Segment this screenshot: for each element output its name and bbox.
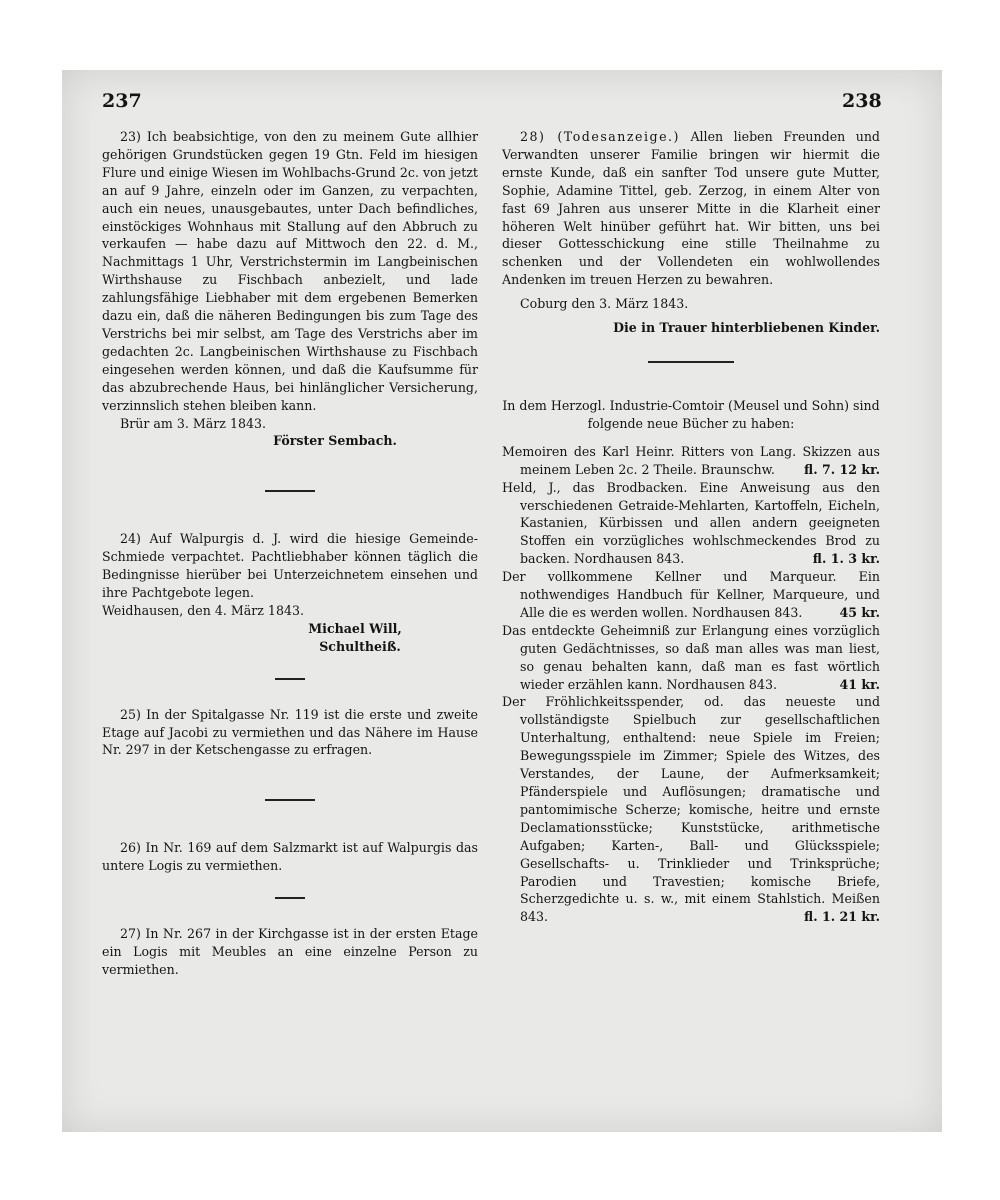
book-text: Der vollkommene Kellner und Marqueur. Ein nothwendiges Handbuch für Kellner, Marqueure, und Alle die es werden wollen. Nordhausen 843.: [502, 569, 880, 620]
ad-24-place-date: Weidhausen, den 4. März 1843.: [102, 602, 304, 618]
book-price: fl. 1. 21 kr.: [804, 909, 880, 925]
ad-27-text: 27) In Nr. 267 in der Kirchgasse ist in der ersten Etage ein Logis mit Meubles an eine einzelne Person zu vermiethen.: [102, 926, 478, 977]
book-entry: [502, 622, 880, 694]
book-text: Der Fröhlichkeitsspender, od. das neueste und vollständigste Spielbuch zur gesellschaftlichen Unterhaltung, enthaltend: neue Spiele im Freien; Bewegungsspiele im Zimmer; Spiele des Witzes, des Verstandes, der Laune, der Aufmerksamkeit; Pfänderspiele und Auflösungen; dramatische und pantomimische Scherze; komische, heitre und ernste Declamationsstücke; Kunststücke, arithmetische Aufgaben; Karten-, Ball- und Glücksspiele; Gesellschafts- u. Trinklieder und Trinksprüche; Parodien und Travestien; komische Briefe, Scherzgedichte u. s. w., mit einem Stahlstich. Meißen 843.: [502, 694, 880, 925]
ad-28-lead: 28) (Todesanzeige.): [520, 129, 680, 144]
book-entry: [502, 443, 880, 479]
page-number-right: 238: [842, 90, 882, 112]
divider: [648, 361, 734, 363]
ad-28-signature: Die in Trauer hinterbliebenen Kinder.: [613, 320, 880, 336]
book-text: Das entdeckte Geheimniß zur Erlangung eines vorzüglich guten Gedächtnisses, so daß man alles was man liest, so genau behalten kann, daß man es fast wörtlich wieder erzählen kann. Nordhausen 843.: [502, 622, 880, 692]
right-column: [502, 128, 880, 926]
left-column: [102, 128, 478, 979]
ad-23-signature: Förster Sembach.: [273, 433, 397, 449]
book-entry: [502, 568, 880, 622]
ad-28-place-date: Coburg den 3. März 1843.: [520, 296, 689, 312]
book-text: Memoiren des Karl Heinr. Ritters von Lang. Skizzen aus meinem Leben 2c. 2 Theile. Braunschw.: [502, 443, 880, 477]
divider: [275, 678, 305, 680]
divider: [275, 897, 305, 899]
ad-24-signature-name: Michael Will,: [308, 620, 402, 636]
ad-24-signature-title: Schultheiß.: [319, 638, 401, 654]
ad-23-text: 23) Ich beabsichtige, von den zu meinem Gute allhier gehörigen Grundstücken gegen 19 Gtn. Feld im hiesigen Flure und einige Wiesen im Wohlbachs-Grund 2c. von jetzt an auf 9 Jahre, einzeln oder im Ganzen, zu verpachten, auch ein neues, unausgebautes, unter Dach befindliches, einstöckiges Wohnhaus mit Stallung auf den Abbruch zu verkaufen — habe dazu auf Mittwoch den 22. d. M., Nachmittags 1 Uhr, Verstrichstermin im Langbeinischen Wirthshause zu Fischbach anbezielt, und lade zahlungsfähige Liebhaber mit dem ergebenen Bemerken dazu ein, daß die näheren Bedingungen bis zum Tage des Verstrichs bei mir selbst, am Tage des Verstrichs aber im gedachten 2c. Langbeinischen Wirthshause zu Fischbach eingesehen werden können, und daß die Kaufsumme für das abzubrechende Haus, bei hinlänglicher Versicherung, verzinnslich stehen bleiben kann.: [102, 129, 478, 413]
page-number-left: 237: [102, 90, 142, 112]
book-price: 45 kr.: [839, 604, 880, 620]
ad-28-text: [502, 128, 880, 289]
book-entry: [502, 479, 880, 569]
ad-24-text: 24) Auf Walpurgis d. J. wird die hiesige Gemeinde-Schmiede verpachtet. Pachtliebhaber können täglich die Bedingnisse hierüber bei Unterzeichnetem einsehen und ihre Pachtgebote legen.: [102, 531, 478, 601]
book-entry: [502, 693, 880, 926]
ad-25-text: 25) In der Spitalgasse Nr. 119 ist die erste und zweite Etage auf Jacobi zu vermiethen und das Nähere im Hause Nr. 297 in der Ketschengasse zu erfragen.: [102, 706, 478, 758]
book-price: fl. 1. 3 kr.: [812, 551, 880, 567]
bookshop-heading: In dem Herzogl. Industrie-Comtoir (Meusel und Sohn) sind folgende neue Bücher zu haben:: [502, 397, 880, 431]
book-price: fl. 7. 12 kr.: [804, 461, 880, 477]
book-text: Held, J., das Brodbacken. Eine Anweisung aus den verschiedenen Getraide-Mehlarten, Kartoffeln, Eicheln, Kastanien, Kürbissen und allen andern geeigneten Stoffen ein vorzügliches wohlschmeckendes Brod zu backen. Nordhausen 843.: [502, 479, 880, 567]
book-price: 41 kr.: [839, 676, 880, 692]
ad-28-body: Allen lieben Freunden und Verwandten unserer Familie bringen wir hiermit die ernste Kunde, daß ein sanfter Tod unsere gute Mutter, Sophie, Adamine Tittel, geb. Zerzog, in einem Alter von fast 69 Jahren aus unserer Mitte in die Klarheit einer höheren Welt hinüber geführt hat. Wir bitten, uns bei dieser Gottesschickung eine stille Theilnahme zu schenken und der Vollendeten ein wohlwollendes Andenken im treuen Herzen zu bewahren.: [502, 129, 880, 288]
divider: [265, 799, 315, 801]
divider: [265, 490, 315, 492]
ad-26-text: 26) In Nr. 169 auf dem Salzmarkt ist auf Walpurgis das untere Logis zu vermiethen.: [102, 840, 478, 874]
ad-23-place-date: Brür am 3. März 1843.: [120, 415, 266, 431]
